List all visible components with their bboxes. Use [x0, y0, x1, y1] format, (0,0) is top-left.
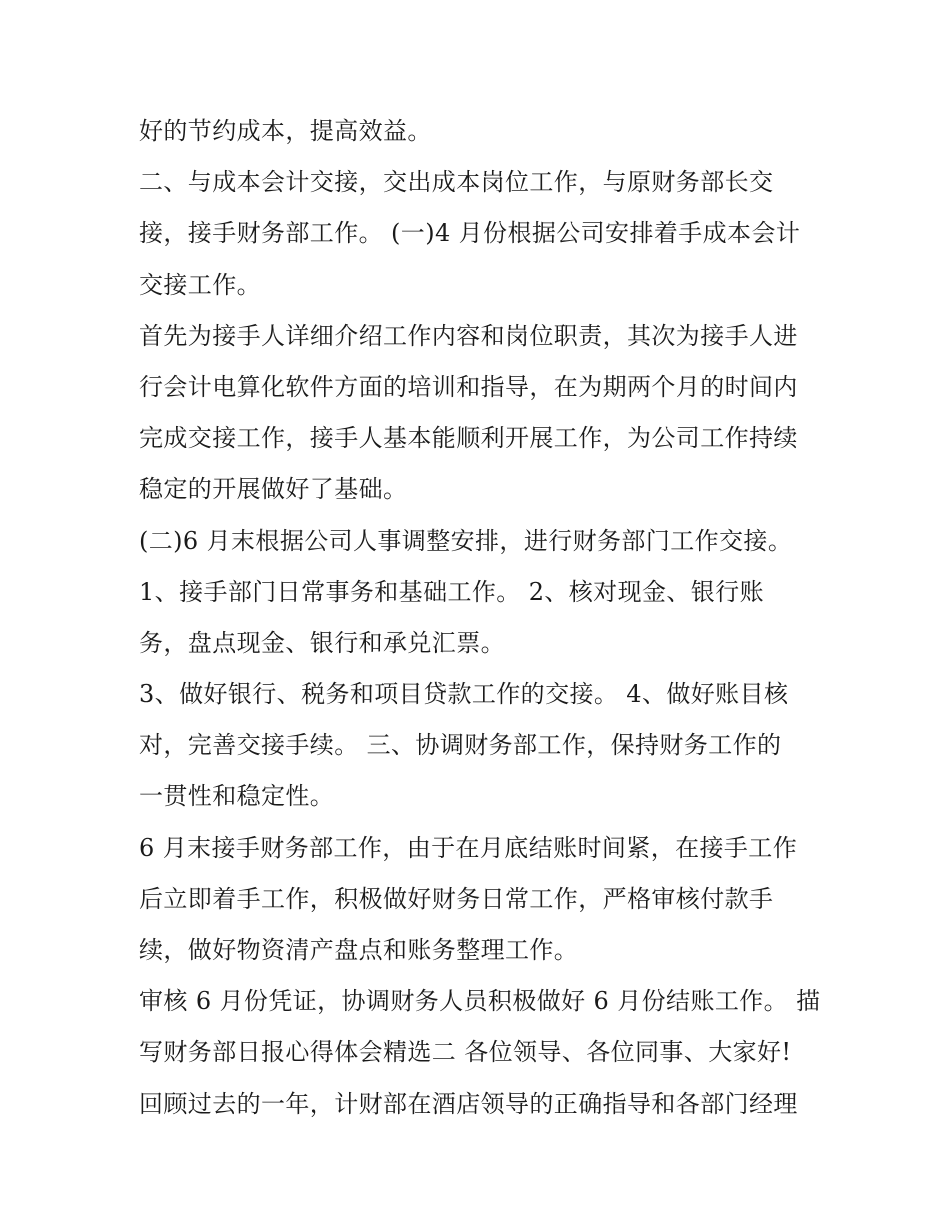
text-line: 二、与成本会计交接，交出成本岗位工作，与原财务部长交: [139, 168, 774, 197]
text-line: 交接工作。: [139, 270, 261, 299]
text-line: 3、做好银行、税务和项目贷款工作的交接。 4、做好账目核: [139, 680, 789, 709]
text-line: 接，接手财务部工作。 (一)4 月份根据公司安排着手成本会计: [139, 219, 801, 248]
text-line: 写财务部日报心得体会精选二 各位领导、各位同事、大家好!: [139, 1038, 792, 1067]
text-line: 一贯性和稳定性。: [139, 782, 335, 811]
text-line: 稳定的开展做好了基础。: [139, 475, 408, 504]
text-line: 6 月末接手财务部工作，由于在月底结账时间紧，在接手工作: [139, 833, 798, 862]
text-line: 好的节约成本，提高效益。: [139, 117, 432, 145]
text-line: 对，完善交接手续。 三、协调财务部工作，保持财务工作的: [139, 731, 782, 760]
text-line: 行会计电算化软件方面的培训和指导，在为期两个月的时间内: [139, 372, 798, 401]
text-line: 务，盘点现金、银行和承兑汇票。: [139, 628, 505, 657]
document-body: [139, 106, 819, 1130]
text-line: 后立即着手工作，积极做好财务日常工作，严格审核付款手: [139, 884, 774, 913]
text-line: (二)6 月末根据公司人事调整安排，进行财务部门工作交接。: [139, 526, 793, 555]
text-line: 完成交接工作，接手人基本能顺利开展工作，为公司工作持续: [139, 424, 798, 453]
text-line: 回顾过去的一年，计财部在酒店领导的正确指导和各部门经理: [139, 1089, 798, 1118]
text-line: 首先为接手人详细介绍工作内容和岗位职责，其次为接手人进: [139, 321, 798, 350]
text-line: 续，做好物资清产盘点和账务整理工作。: [139, 936, 579, 964]
text-line: 审核 6 月份凭证，协调财务人员积极做好 6 月份结账工作。 描: [139, 987, 821, 1016]
text-line: 1、接手部门日常事务和基础工作。 2、核对现金、银行账: [139, 577, 764, 606]
